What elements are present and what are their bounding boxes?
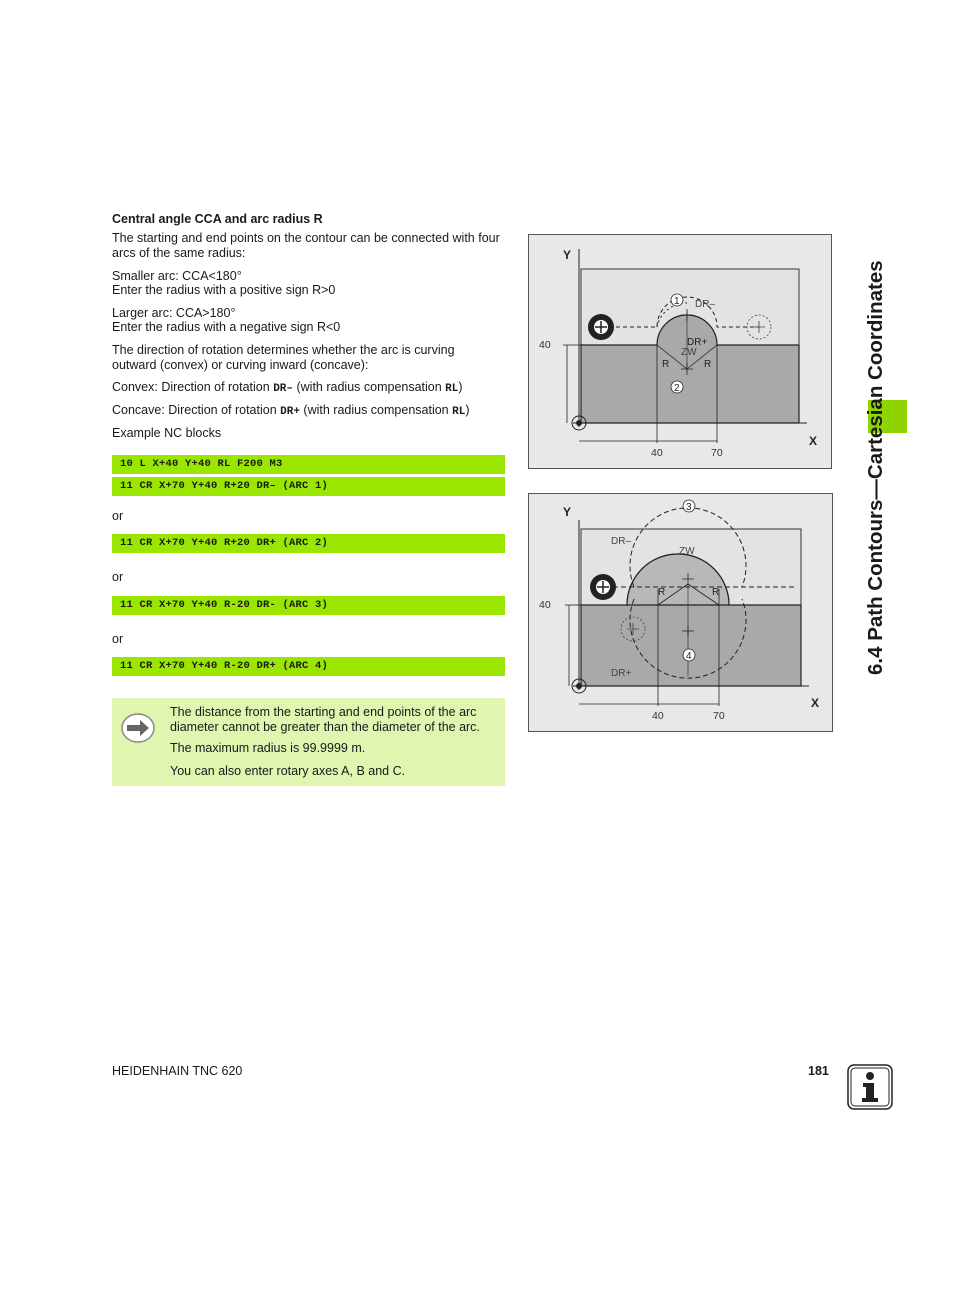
note-box	[112, 698, 505, 786]
dr-plus-label: DR+	[611, 668, 632, 679]
note-text-rotary-axes: You can also enter rotary axes A, B and C.	[170, 764, 406, 778]
intro-paragraph: The starting and end points on the contour can be connected with four arcs of the same radius:	[112, 231, 500, 260]
page-number: 181	[808, 1064, 829, 1078]
code-block-line-10: 10 L X+40 Y+40 RL F200 M3	[112, 455, 505, 474]
larger-arc-instruction: Enter the radius with a negative sign R<0	[112, 320, 341, 334]
dr-minus-label: DR–	[611, 536, 632, 547]
arc-label-2: 2	[674, 383, 680, 394]
concave-text: Concave: Direction of rotation	[112, 403, 281, 417]
concave-code: DR+	[280, 406, 300, 418]
concave-post: )	[465, 403, 470, 417]
note-text-max-radius: The maximum radius is 99.9999 m.	[170, 741, 366, 755]
convex-code: DR–	[273, 383, 294, 395]
concave-code-rl: RL	[452, 406, 466, 418]
arc-label-1: 1	[674, 296, 680, 307]
convex-code-rl: RL	[445, 383, 459, 395]
arc-label-3: 3	[686, 502, 692, 513]
x-tick-40: 40	[651, 447, 663, 459]
code-block-arc-4: 11 CR X+70 Y+40 R-20 DR+ (ARC 4)	[112, 657, 505, 676]
code-block-arc-3: 11 CR X+70 Y+40 R-20 DR- (ARC 3)	[112, 596, 505, 615]
note-text-diameter: The distance from the starting and end points of the arc diameter cannot be greater than the diameter of the arc.	[170, 705, 480, 734]
x-axis-label: X	[811, 696, 820, 710]
x-axis-label: X	[809, 434, 818, 448]
x-tick-40: 40	[652, 710, 664, 722]
or-label: or	[112, 632, 124, 646]
or-label: or	[112, 570, 124, 584]
figure-arcs-3-4	[528, 493, 833, 732]
r-right-label: R	[712, 587, 720, 598]
smaller-arc-instruction: Enter the radius with a positive sign R>0	[112, 283, 336, 297]
r-left-label: R	[662, 359, 670, 370]
subsection-heading: Central angle CCA and arc radius R	[112, 212, 323, 226]
x-tick-70: 70	[713, 710, 725, 722]
y-tick-40: 40	[539, 339, 551, 351]
y-axis-label: Y	[563, 248, 572, 262]
smaller-arc-line: Smaller arc: CCA<180°	[112, 269, 242, 283]
convex-text: Convex: Direction of rotation	[112, 380, 274, 394]
x-tick-70: 70	[711, 447, 723, 459]
figure-arcs-1-2	[528, 234, 832, 469]
concave-line	[112, 403, 469, 420]
zw-label: ZW	[679, 546, 695, 557]
dr-plus-label: DR+	[687, 337, 708, 348]
direction-paragraph: The direction of rotation determines whether the arc is curving outward (convex) or curving inward (concave):	[112, 343, 455, 372]
zw-label: ZW	[681, 347, 697, 358]
code-block-arc-2: 11 CR X+70 Y+40 R+20 DR+ (ARC 2)	[112, 534, 505, 553]
section-title: 6.4 Path Contours—Cartesian Coordinates	[864, 260, 887, 675]
or-label: or	[112, 509, 124, 523]
dr-minus-label: DR–	[695, 299, 716, 310]
convex-post: )	[458, 380, 463, 394]
concave-mid: (with radius compensation	[299, 403, 453, 417]
y-tick-40: 40	[539, 599, 551, 611]
footer-product-name: HEIDENHAIN TNC 620	[112, 1064, 243, 1078]
larger-arc-line: Larger arc: CCA>180°	[112, 306, 236, 320]
example-label: Example NC blocks	[112, 426, 222, 440]
figure-arcs-3-4-drawing	[529, 494, 832, 731]
code-block-arc-1: 11 CR X+70 Y+40 R+20 DR– (ARC 1)	[112, 477, 505, 496]
r-left-label: R	[658, 587, 666, 598]
arrow-right-icon	[120, 712, 156, 744]
y-axis-label: Y	[563, 505, 572, 519]
arc-label-4: 4	[686, 651, 692, 662]
info-icon	[847, 1064, 893, 1110]
convex-mid: (with radius compensation	[293, 380, 446, 394]
convex-line	[112, 380, 463, 397]
r-right-label: R	[704, 359, 712, 370]
figure-arcs-1-2-drawing	[529, 235, 831, 468]
